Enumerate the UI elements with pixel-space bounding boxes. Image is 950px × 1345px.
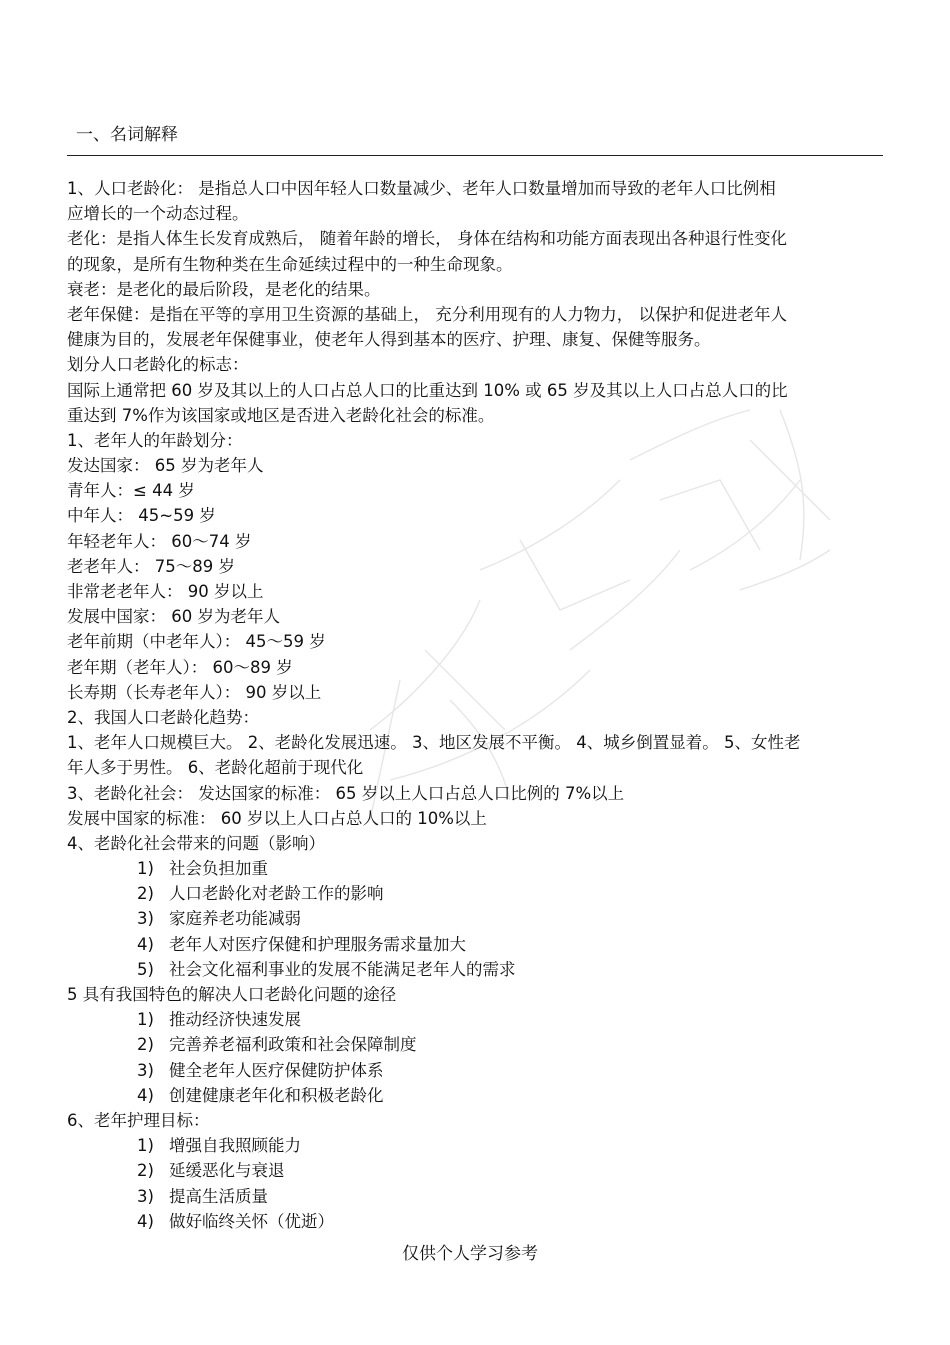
text-line: 老年期（老年人）： 60～89 岁 [67, 657, 293, 677]
list-item-number: 3) [137, 1186, 154, 1206]
text-line: 发达国家： 65 岁为老年人 [67, 456, 264, 476]
list-item [67, 957, 887, 982]
text-line: 长寿期（长寿老年人）： 90 岁以上 [67, 682, 322, 702]
page-footer: 仅供个人学习参考 [402, 1244, 538, 1264]
list-item [67, 1032, 887, 1057]
text-line: 1、老年人的年龄划分： [67, 430, 243, 450]
text-line: 中年人： 45~59 岁 [67, 506, 216, 526]
text-line: 年轻老年人： 60～74 岁 [67, 531, 252, 551]
list-item-text: 社会文化福利事业的发展不能满足老年人的需求 [169, 959, 516, 979]
text-line: 健康为目的，发展老年保健事业，使老年人得到基本的医疗、护理、康复、保健等服务。 [67, 330, 711, 350]
list-item-text: 健全老年人医疗保健防护体系 [169, 1060, 384, 1080]
list-item [67, 932, 887, 957]
text-line: 老年前期（中老年人）： 45～59 岁 [67, 632, 326, 652]
list-item-text: 增强自我照顾能力 [169, 1136, 301, 1156]
list-item-number: 1) [137, 1010, 154, 1030]
list-item-number: 3) [137, 1060, 154, 1080]
text-line: 老老年人： 75～89 岁 [67, 556, 235, 576]
list-item-number: 2) [137, 1035, 154, 1055]
list-item-text: 创建健康老年化和积极老龄化 [169, 1085, 384, 1105]
text-line: 非常老老年人： 90 岁以上 [67, 582, 264, 601]
list-item [67, 1007, 887, 1032]
list-item [67, 1083, 887, 1108]
list-item-text: 老年人对医疗保健和护理服务需求量加大 [169, 934, 466, 954]
goals-heading: 6、老年护理目标： [67, 1110, 210, 1130]
text-line: 1、老年人口规模巨大。 2、老龄化发展迅速。 3、地区发展不平衡。 4、城乡倒置显着。 5、女性老 [67, 733, 801, 753]
text-line: 老化：是指人体生长发育成熟后， 随着年龄的增长， 身体在结构和功能方面表现出各种退行性变化 [67, 229, 787, 249]
text-line: 青年人：≤ 44 岁 [67, 481, 195, 501]
list-item-number: 5) [137, 959, 154, 979]
text-line: 发展中国家的标准： 60 岁以上人口占总人口的 10%以上 [67, 808, 487, 828]
text-line: 应增长的一个动态过程。 [67, 204, 249, 224]
list-item [67, 906, 887, 931]
list-item-text: 提高生活质量 [169, 1186, 268, 1206]
list-item-text: 完善养老福利政策和社会保障制度 [169, 1035, 417, 1055]
heading-divider [67, 155, 883, 156]
list-item-text: 做好临终关怀（优逝） [169, 1211, 334, 1231]
text-line: 3、老龄化社会： 发达国家的标准： 65 岁以上人口占总人口比例的 7%以上 [67, 783, 625, 803]
text-line: 发展中国家： 60 岁为老年人 [67, 607, 280, 627]
list-item [67, 1158, 887, 1183]
list-item [67, 1058, 887, 1083]
text-line: 的现象，是所有生物种类在生命延续过程中的一种生命现象。 [67, 254, 513, 274]
text-line: 衰老：是老化的最后阶段，是老化的结果。 [67, 279, 381, 299]
text-line: 1、人口老龄化： 是指总人口中因年轻人口数量减少、老年人口数量增加而导致的老年人口比例相 [67, 179, 776, 198]
list-item [67, 1184, 887, 1209]
list-item-number: 2) [137, 884, 154, 904]
text-line: 重达到 7%作为该国家或地区是否进入老龄化社会的标准。 [67, 405, 495, 425]
document-body [67, 176, 887, 1234]
list-item-text: 家庭养老功能减弱 [169, 909, 301, 929]
list-item-number: 2) [137, 1161, 154, 1181]
list-item [67, 856, 887, 881]
list-item-number: 3) [137, 909, 154, 929]
list-item [67, 1133, 887, 1158]
list-item [67, 1209, 887, 1234]
text-line: 4、老龄化社会带来的问题（影响） [67, 833, 325, 853]
list-item-number: 4) [137, 1085, 154, 1105]
text-line: 老年保健：是指在平等的享用卫生资源的基础上， 充分利用现有的人力物力， 以保护和促进老年人 [67, 304, 787, 324]
text-line: 年人多于男性。 6、老龄化超前于现代化 [67, 758, 364, 778]
list-item-number: 4) [137, 934, 154, 954]
section-title: 一、名词解释 [76, 125, 178, 145]
list-item [67, 881, 887, 906]
text-line: 2、我国人口老龄化趋势： [67, 707, 259, 727]
list-item-text: 社会负担加重 [169, 859, 268, 879]
list-item-number: 1) [137, 1136, 154, 1156]
solutions-heading: 5 具有我国特色的解决人口老龄化问题的途径 [67, 985, 397, 1004]
list-item-text: 延缓恶化与衰退 [169, 1161, 285, 1181]
text-line: 划分人口老龄化的标志： [67, 355, 249, 375]
list-item-number: 4) [137, 1211, 154, 1231]
list-item-number: 1) [137, 859, 154, 879]
list-item-text: 人口老龄化对老龄工作的影响 [169, 884, 384, 904]
text-line: 国际上通常把 60 岁及其以上的人口占总人口的比重达到 10% 或 65 岁及其以上人口占总人口的比 [67, 380, 788, 400]
list-item-text: 推动经济快速发展 [169, 1010, 301, 1030]
